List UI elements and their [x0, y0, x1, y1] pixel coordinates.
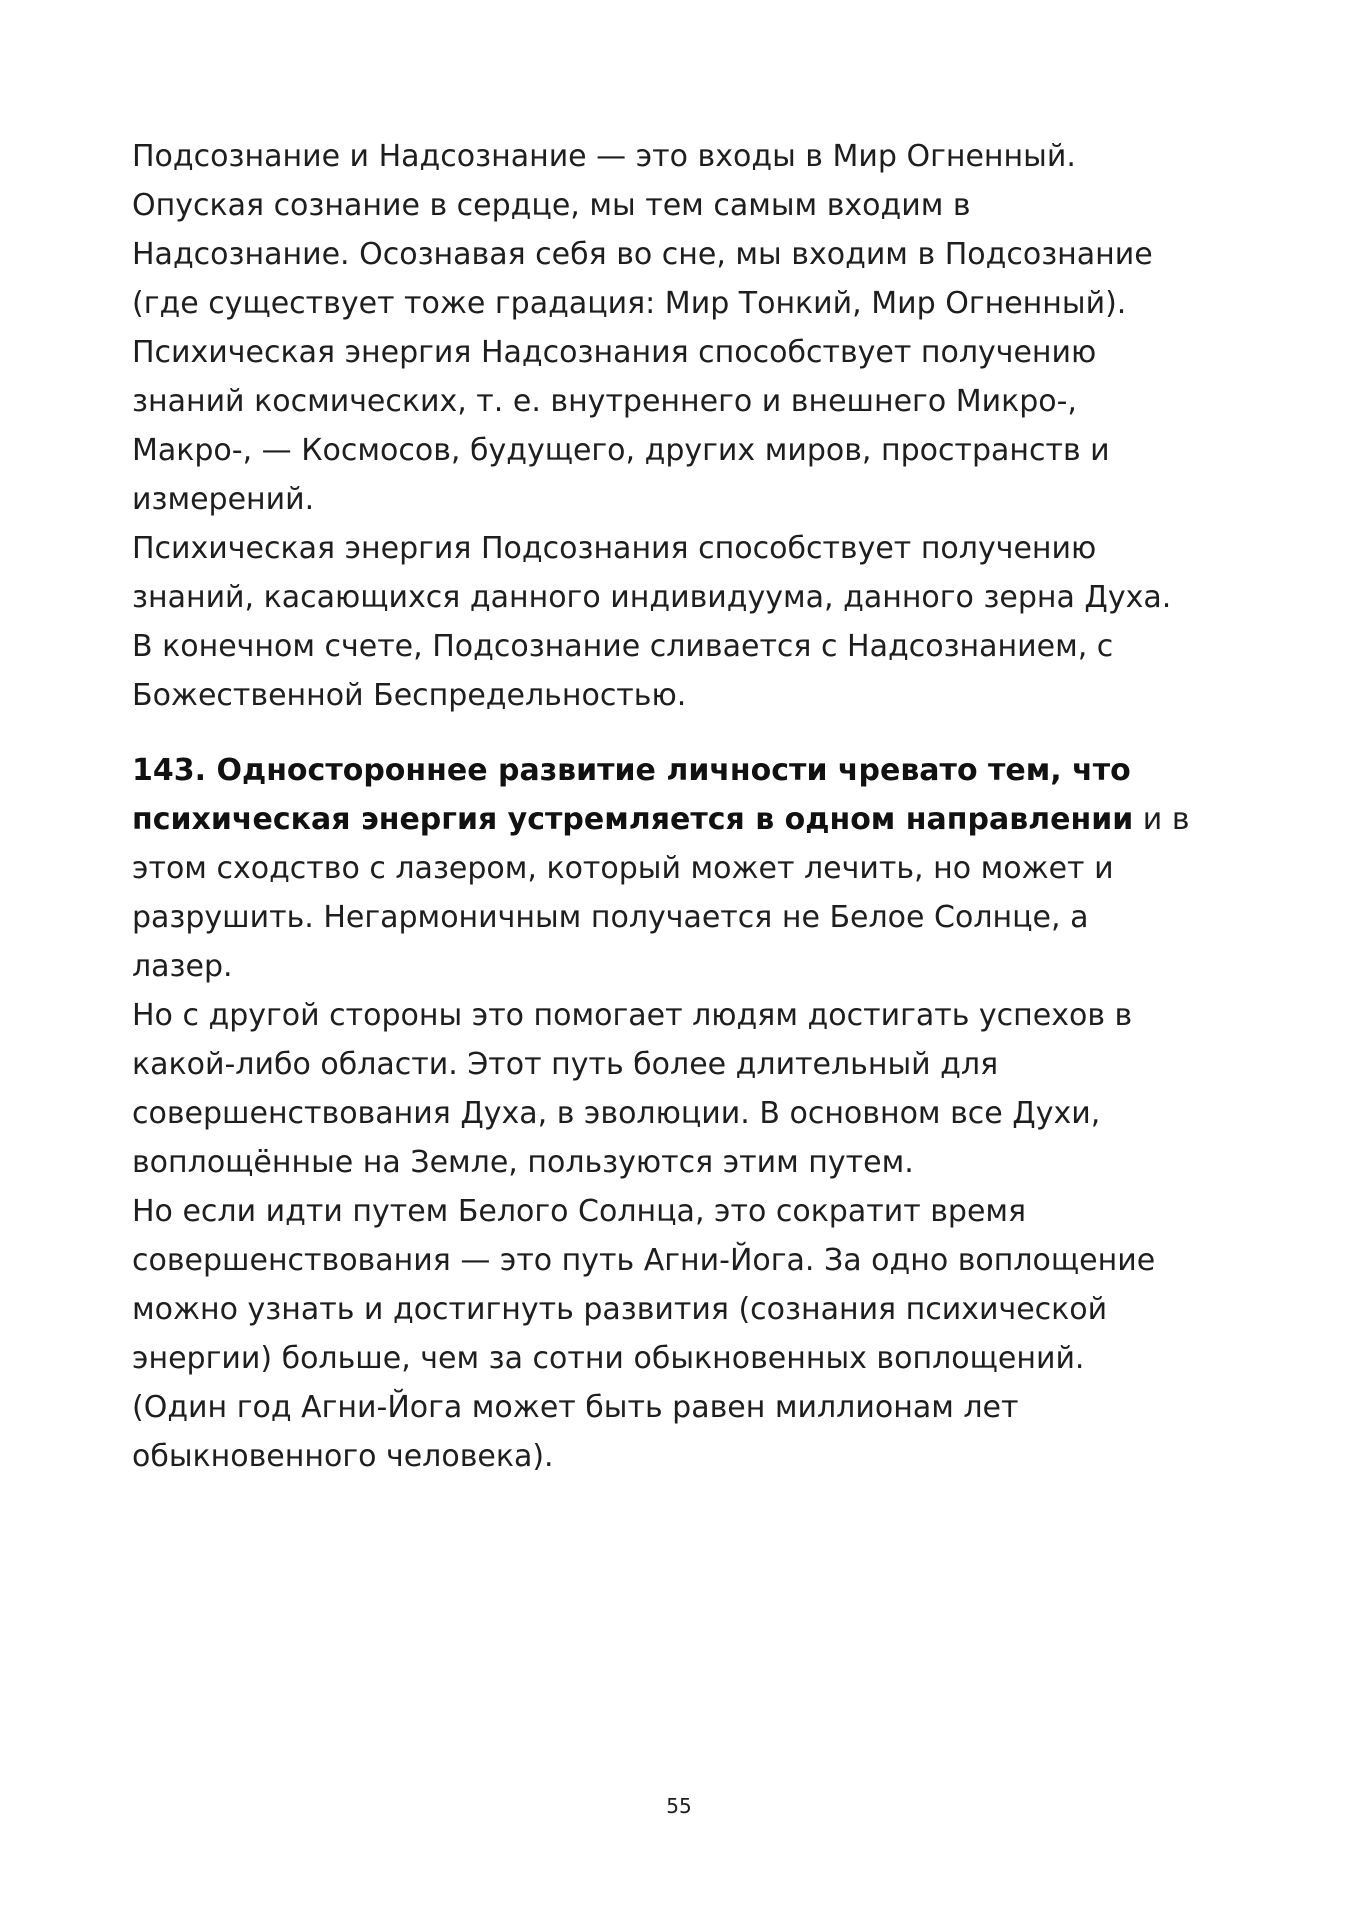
text-line: обыкновенного человека). — [132, 1439, 554, 1474]
text-line: Подсознание и Надсознание — это входы в Мир Огненный. — [132, 139, 1076, 174]
text-line: воплощённые на Земле, пользуются этим путем. — [132, 1145, 914, 1180]
section-heading-continuation: психическая энергия устремляется в одном направлении — [132, 802, 1134, 837]
text-line: разрушить. Негармоничным получается не Белое Солнце, а — [132, 900, 1089, 935]
paragraph-143 — [132, 746, 1247, 1481]
text-line: Божественной Беспредельностью. — [132, 678, 687, 713]
text-line: Опуская сознание в сердце, мы тем самым входим в — [132, 188, 971, 223]
text-line: лазер. — [132, 949, 233, 984]
text-line: (где существует тоже градация: Мир Тонкий, Мир Огненный). — [132, 286, 1127, 321]
text-line: этом сходство с лазером, который может лечить, но может и — [132, 851, 1114, 886]
text-line: (Один год Агни-Йога может быть равен миллионам лет — [132, 1390, 1019, 1425]
text-line: Надсознание. Осознавая себя во сне, мы входим в Подсознание — [132, 237, 1153, 272]
text-line: Макро-, — Космосов, будущего, других миров, пространств и — [132, 433, 1110, 468]
text-line: какой-либо области. Этот путь более длительный для — [132, 1047, 999, 1082]
text-line: энергии) больше, чем за сотни обыкновенных воплощений. — [132, 1341, 1085, 1376]
page-number: 55 — [666, 1794, 692, 1818]
text-line: Психическая энергия Подсознания способствует получению — [132, 531, 1097, 566]
text-line: можно узнать и достигнуть развития (сознания психической — [132, 1292, 1108, 1327]
paragraph-spacer — [132, 720, 1247, 746]
text-line — [132, 795, 1247, 844]
text-line: совершенствования Духа, в эволюции. В основном все Духи, — [132, 1096, 1101, 1131]
text-fragment: и в — [1133, 802, 1190, 837]
paragraph-consciousness — [132, 132, 1247, 720]
text-line: знаний космических, т. е. внутреннего и внешнего Микро-, — [132, 384, 1077, 419]
text-line: Но если идти путем Белого Солнца, это сократит время — [132, 1194, 1027, 1229]
text-line: Психическая энергия Надсознания способствует получению — [132, 335, 1097, 370]
text-line: измерений. — [132, 482, 315, 517]
text-line: Но с другой стороны это помогает людям достигать успехов в — [132, 998, 1133, 1033]
text-line: знаний, касающихся данного индивидуума, данного зерна Духа. — [132, 580, 1172, 615]
page-body — [132, 132, 1247, 1481]
section-heading: 143. Одностороннее развитие личности чревато тем, что — [132, 753, 1131, 788]
text-line: В конечном счете, Подсознание сливается с Надсознанием, с — [132, 629, 1114, 664]
text-line: совершенствования — это путь Агни-Йога. За одно воплощение — [132, 1243, 1156, 1278]
